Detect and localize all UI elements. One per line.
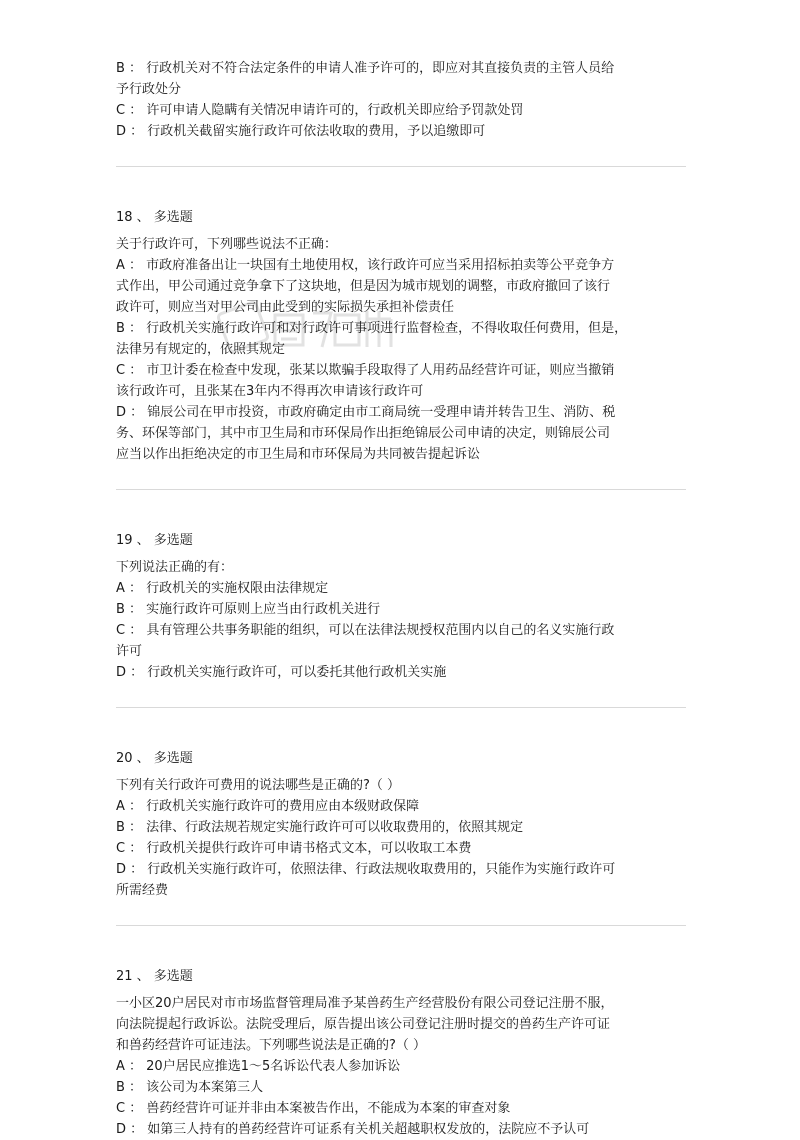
divider <box>116 707 686 708</box>
divider <box>116 925 686 926</box>
question-line: 一小区20户居民对市市场监督管理局准予某兽药生产经营股份有限公司登记注册不服， <box>116 996 614 1011</box>
question-line: B ： 该公司为本案第三人 <box>116 1080 264 1095</box>
question-line: D ： 锦辰公司在甲市投资，市政府确定由市工商局统一受理申请并转告卫生、消防、税 <box>116 405 616 420</box>
question-line: C ： 兽药经营许可证并非由本案被告作出，不能成为本案的审查对象 <box>116 1101 511 1116</box>
question-line: C ： 市卫计委在检查中发现，张某以欺骗手段取得了人用药品经营许可证，则应当撤销 <box>116 363 615 378</box>
document-page <box>116 58 686 1140</box>
question-header: 18 、 多选题 <box>116 210 193 225</box>
question-line: 关于行政许可，下列哪些说法不正确： <box>116 237 338 252</box>
question-21 <box>116 966 686 1140</box>
intro-line: 予行政处分 <box>116 82 182 97</box>
question-line: 务、环保等部门，其中市卫生局和市环保局作出拒绝锦辰公司申请的决定，则锦辰公司 <box>116 426 611 441</box>
question-line: 下列说法正确的有： <box>116 560 234 575</box>
question-line: D ： 行政机关实施行政许可，依照法律、行政法规收取费用的，只能作为实施行政许可 <box>116 862 616 877</box>
question-line: 向法院提起行政诉讼。法院受理后，原告提出该公司登记注册时提交的兽药生产许可证 <box>116 1017 611 1032</box>
question-line: 应当以作出拒绝决定的市卫生局和市环保局为共同被告提起诉讼 <box>116 447 481 462</box>
question-header: 19 、 多选题 <box>116 533 193 548</box>
question-line: 法律另有规定的，依照其规定 <box>116 342 286 357</box>
question-line: A ： 市政府准备出让一块国有土地使用权，该行政许可应当采用招标拍卖等公平竞争方 <box>116 258 615 273</box>
question-line: A ： 20户居民应推选1～5名诉讼代表人参加诉讼 <box>116 1059 401 1074</box>
question-line: 和兽药经营许可证违法。下列哪些说法是正确的?（ ） <box>116 1038 427 1053</box>
question-18 <box>116 207 686 465</box>
question-line: 该行政许可，且张某在3年内不得再次申请该行政许可 <box>116 384 424 399</box>
intro-line: D ： 行政机关截留实施行政许可依法收取的费用，予以追缴即可 <box>116 124 486 139</box>
question-header: 21 、 多选题 <box>116 969 193 984</box>
question-line: 政许可，则应当对甲公司由此受到的实际损失承担补偿责任 <box>116 300 455 315</box>
intro-line: C ： 许可申请人隐瞒有关情况申请许可的，行政机关即应给予罚款处罚 <box>116 103 524 118</box>
question-line: A ： 行政机关的实施权限由法律规定 <box>116 581 329 596</box>
question-line: B ： 法律、行政法规若规定实施行政许可可以收取费用的，依照其规定 <box>116 820 524 835</box>
question-line: 式作出，甲公司通过竞争拿下了这块地，但是因为城市规划的调整，市政府撤回了该行 <box>116 279 611 294</box>
question-line: B ： 实施行政许可原则上应当由行政机关进行 <box>116 602 381 617</box>
intro-block <box>116 58 686 142</box>
question-line: 所需经费 <box>116 883 169 898</box>
question-line: B ： 行政机关实施行政许可和对行政许可事项进行监督检查，不得收取任何费用，但是， <box>116 321 628 336</box>
question-line: D ： 如第三人持有的兽药经营许可证系有关机关超越职权发放的，法院应不予认可 <box>116 1122 590 1137</box>
intro-line: B ： 行政机关对不符合法定条件的申请人准予许可的，即应对其直接负责的主管人员给 <box>116 61 615 76</box>
question-header: 20 、 多选题 <box>116 751 193 766</box>
question-line: 许可 <box>116 644 143 659</box>
question-line: C ： 具有管理公共事务职能的组织，可以在法律法规授权范围内以自己的名义实施行政 <box>116 623 615 638</box>
divider <box>116 489 686 490</box>
question-line: 下列有关行政许可费用的说法哪些是正确的?（ ） <box>116 778 401 793</box>
question-20 <box>116 748 686 901</box>
question-line: D ： 行政机关实施行政许可，可以委托其他行政机关实施 <box>116 665 447 680</box>
divider <box>116 166 686 167</box>
question-19 <box>116 530 686 683</box>
question-line: C ： 行政机关提供行政许可申请书格式文本，可以收取工本费 <box>116 841 472 856</box>
question-line: A ： 行政机关实施行政许可的费用应由本级财政保障 <box>116 799 420 814</box>
